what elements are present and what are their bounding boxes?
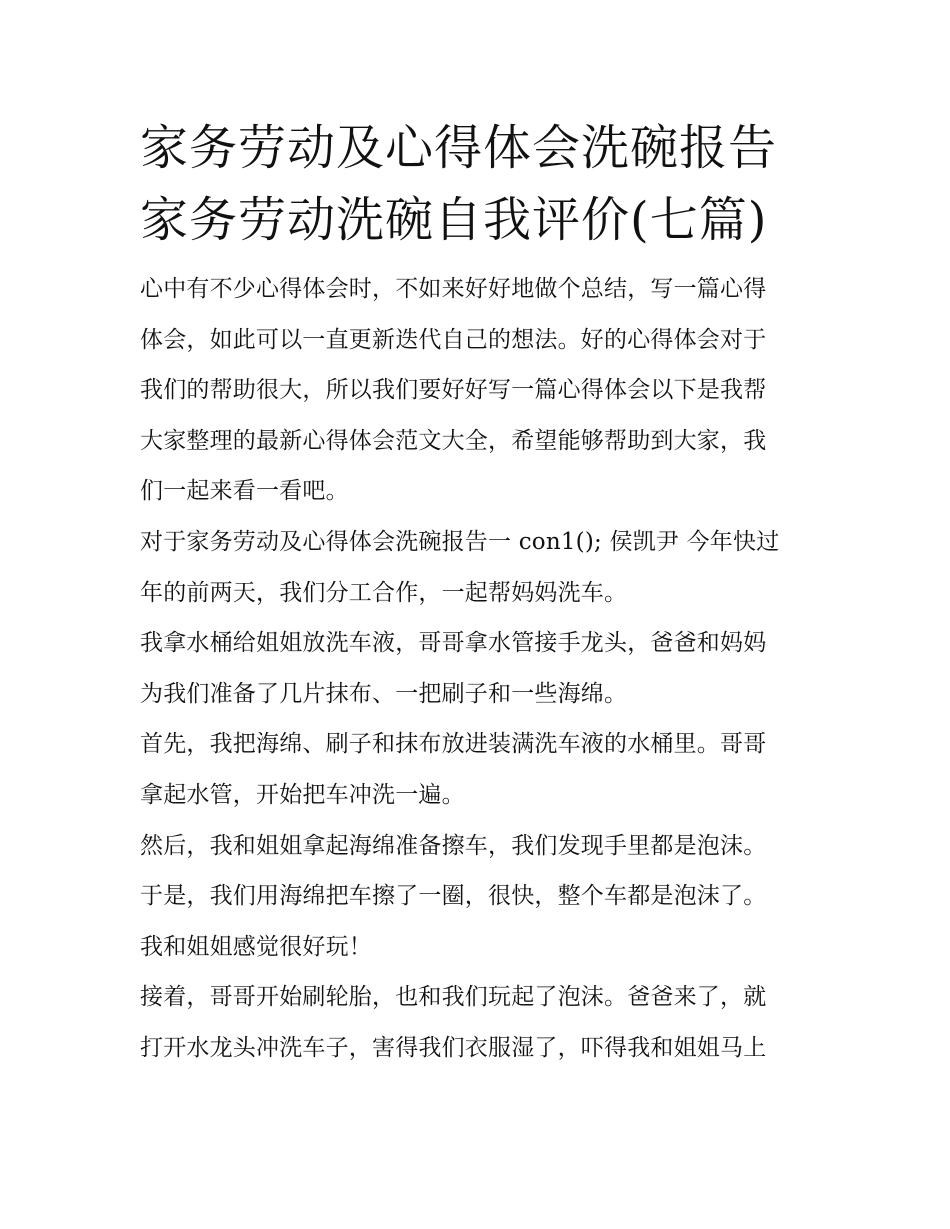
text-line: 于是，我们用海绵把车擦了一圈，很快，整个车都是泡沫了。 [140,883,767,910]
text-line: 拿起水管，开始把车冲洗一遍。 [140,781,465,808]
paragraph-essay-start [140,517,812,618]
text-line: 我和姐姐感觉很好玩！ [140,933,372,960]
paragraph-preparation [140,618,812,719]
paragraph-next [140,972,812,1073]
paragraph-intro [140,264,812,517]
document-body [140,112,812,1074]
text-line: 打开水龙头冲洗车子，害得我们衣服湿了，吓得我和姐姐马上 [140,1034,767,1061]
text-line: 我拿水桶给姐姐放洗车液，哥哥拿水管接手龙头，爸爸和妈妈 [140,630,767,657]
paragraph-then [140,821,812,973]
document-title [140,112,812,256]
text-line: 大家整理的最新心得体会范文大全，希望能够帮助到大家，我 [140,427,767,454]
text-line: 我们的帮助很大，所以我们要好好写一篇心得体会以下是我帮 [140,377,767,404]
text-line: 体会，如此可以一直更新迭代自己的想法。好的心得体会对于 [140,326,767,353]
text-line: 对于家务劳动及心得体会洗碗报告一 con1(); 侯凯尹 今年快过 [140,528,780,555]
text-line: 然后，我和姐姐拿起海绵准备擦车，我们发现手里都是泡沫。 [140,832,767,859]
paragraph-first [140,719,812,820]
text-line: 为我们准备了几片抹布、一把刷子和一些海绵。 [140,680,628,707]
text-line: 首先，我把海绵、刷子和抹布放进装满洗车液的水桶里。哥哥 [140,731,767,758]
title-line-1: 家务劳动及心得体会洗碗报告 [140,120,778,176]
text-line: 接着，哥哥开始刷轮胎，也和我们玩起了泡沫。爸爸来了，就 [140,984,767,1011]
text-line: 心中有不少心得体会时，不如来好好地做个总结，写一篇心得 [140,276,767,302]
text-line: 年的前两天，我们分工合作，一起帮妈妈洗车。 [140,579,628,606]
title-line-2: 家务劳动洗碗自我评价(七篇) [140,192,768,248]
text-line: 们一起来看一看吧。 [140,478,349,505]
